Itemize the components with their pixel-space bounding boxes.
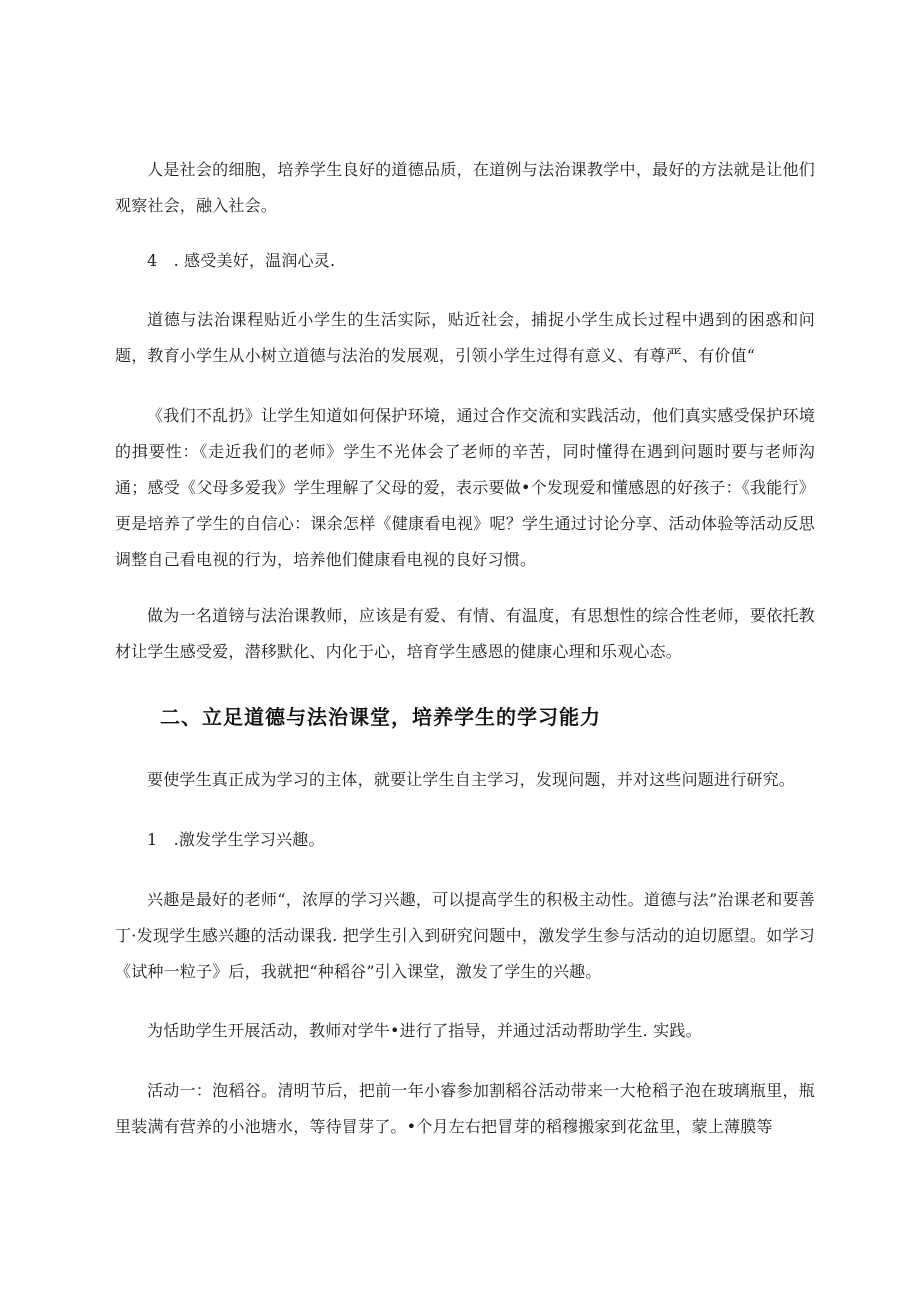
paragraph-student-subject: 要使学生真正成为学习的主体，就要让学生自主学习，发现问题，并对这些问题进行研究。 (147, 770, 796, 789)
section-heading: 二、立足道德与法治课堂，培养学生的学习能力 (160, 705, 601, 729)
paragraph-course-close-to-life: 道德与法治课程贴近小学生的生活实际，贴近社会，捕捉小学生成长过程中遇到的困惑和问题，教育小学生从小树立道德与法治的发展观，引领小学生过得有意义、有尊严、有价值“ (115, 310, 815, 365)
paragraph-guidance: 为恬助学生开展活动，教师对学牛•进行了指导，并通过活动帮助学生. 实践。 (147, 1021, 702, 1040)
paragraph-social-cells: 人是社会的细胞，培养学生良好的道德品质，在道例与法治课教学中，最好的方法就是让他们观察社会，融入社会。 (115, 160, 815, 215)
paragraph-interest-teacher: 兴趣是最好的老师“，浓厚的学习兴趣，可以提高学生的积极主动性。道德与法”治课老和要善丁·发现学生感兴趣的活动课我. 把学生引入到研究问题中，激发学生参与活动的迫切愿望。如学习《试种一粒子》后，我就把“种稻谷”引入课堂，激发了学生的兴趣。 (115, 890, 815, 981)
subheading-feel-beauty: 4 . 感受美好，温润心灵. (147, 251, 336, 270)
subheading-stimulate-interest: 1 .激发学生学习兴趣。 (147, 830, 325, 849)
paragraph-activity-one: 活动一：泡稻谷。清明节后，把前一年小睿参加割稻谷活动带来一大枪稻子泡在玻璃瓶里，瓶里装满有营养的小池塘水，等待冒芽了。•个月左右把冒芽的稻穆搬家到花盆里，蒙上薄膜等 (115, 1081, 815, 1136)
paragraph-teacher-role: 做为一名道镑与法治课教师，应该是有爱、有情、有温度，有思想性的综合性老师，要依托教材让学生感受爱，潜移默化、内化于心，培育学生感恩的健康心理和乐观心态。 (115, 606, 815, 661)
paragraph-lesson-examples: 《我们不乱扔》让学生知道如何保护环境，通过合作交流和实践活动，他们真实感受保护环境的揖要性：《走近我们的老师》学生不光体会了老师的辛苦，同时懂得在遇到问题时要与老师沟通；感受《父母多爱我》学生理解了父母的爱，表示要做•个发现爱和懂感恩的好孩子：《我能行》更是培养了学生的自信心：课余怎样《健康看电视》呢？学生通过讨论分享、活动体验等活动反思调整自己看电视的行为，培养他们健康看电视的良好习惯。 (115, 406, 815, 569)
